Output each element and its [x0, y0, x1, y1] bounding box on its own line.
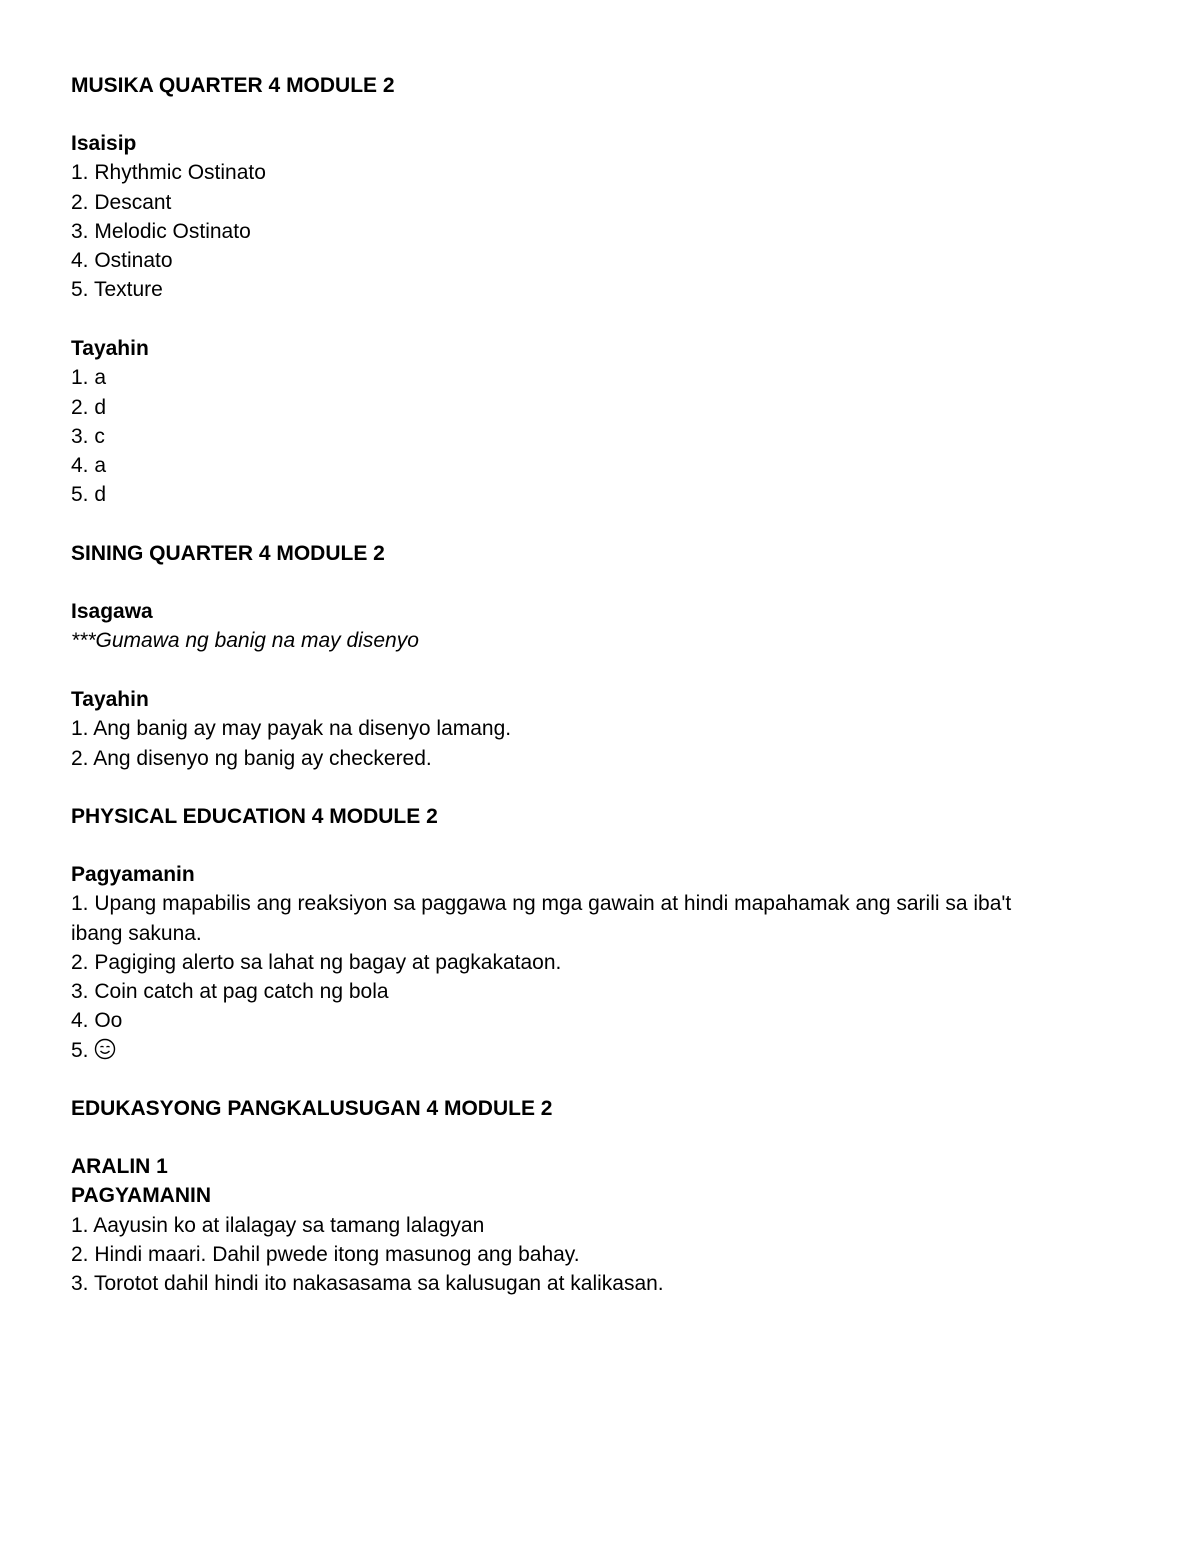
list-item: 2. Ang disenyo ng banig ay checkered. — [71, 746, 432, 770]
sining-section — [71, 539, 1141, 568]
pe-pagyamanin — [71, 860, 1141, 1068]
list-item: 5. d — [71, 483, 107, 507]
subheading: Isagawa — [71, 600, 153, 623]
list-item: 3. Melodic Ostinato — [71, 219, 251, 243]
list-item: 1. Ang banig ay may payak na disenyo lamang. — [71, 717, 512, 741]
lesson-heading: ARALIN 1 — [71, 1155, 168, 1178]
list-item: 1. a — [71, 366, 107, 390]
list-item: 2. Pagiging alerto sa lahat ng bagay at pagkakataon. — [71, 950, 562, 974]
list-item: 1. Aayusin ko at ilalagay sa tamang lalagyan — [71, 1213, 485, 1237]
pe-section — [71, 802, 1141, 831]
smiley-face-icon — [94, 1038, 116, 1068]
section-title: EDUKASYONG PANGKALUSUGAN 4 MODULE 2 — [71, 1097, 553, 1120]
section-title: PHYSICAL EDUCATION 4 MODULE 2 — [71, 805, 438, 828]
list-item: 3. Torotot dahil hindi ito nakasasama sa kalusugan at kalikasan. — [71, 1272, 664, 1296]
subheading: Pagyamanin — [71, 863, 195, 886]
subheading: Tayahin — [71, 688, 149, 711]
musika-section — [71, 71, 1141, 100]
subheading: Isaisip — [71, 132, 137, 155]
list-item: 5. Texture — [71, 278, 163, 302]
list-item — [71, 1036, 1141, 1068]
health-section — [71, 1094, 1141, 1123]
list-item-number: 5. — [71, 1038, 89, 1062]
list-item: 2. Descant — [71, 190, 172, 214]
health-aralin — [71, 1152, 1141, 1298]
subheading: Tayahin — [71, 337, 149, 360]
sining-tayahin — [71, 685, 1141, 773]
list-item-continuation: ibang sakuna. — [71, 921, 202, 945]
musika-isaisip — [71, 129, 1141, 305]
instruction-note: ***Gumawa ng banig na may disenyo — [71, 629, 419, 653]
sining-isagawa — [71, 597, 1141, 656]
list-item: 2. d — [71, 395, 107, 419]
section-title: MUSIKA QUARTER 4 MODULE 2 — [71, 74, 395, 97]
list-item: 3. c — [71, 424, 105, 448]
section-title: SINING QUARTER 4 MODULE 2 — [71, 542, 385, 565]
list-item: 1. Upang mapabilis ang reaksiyon sa paggawa ng mga gawain at hindi mapahamak ang sarili sa iba't — [71, 892, 1012, 916]
list-item: 3. Coin catch at pag catch ng bola — [71, 980, 389, 1004]
subheading: PAGYAMANIN — [71, 1184, 212, 1208]
list-item: 4. Ostinato — [71, 249, 173, 273]
list-item: 4. a — [71, 454, 107, 478]
musika-tayahin — [71, 334, 1141, 510]
list-item: 2. Hindi maari. Dahil pwede itong masunog ang bahay. — [71, 1242, 580, 1266]
list-item: 1. Rhythmic Ostinato — [71, 161, 266, 185]
list-item: 4. Oo — [71, 1009, 123, 1033]
